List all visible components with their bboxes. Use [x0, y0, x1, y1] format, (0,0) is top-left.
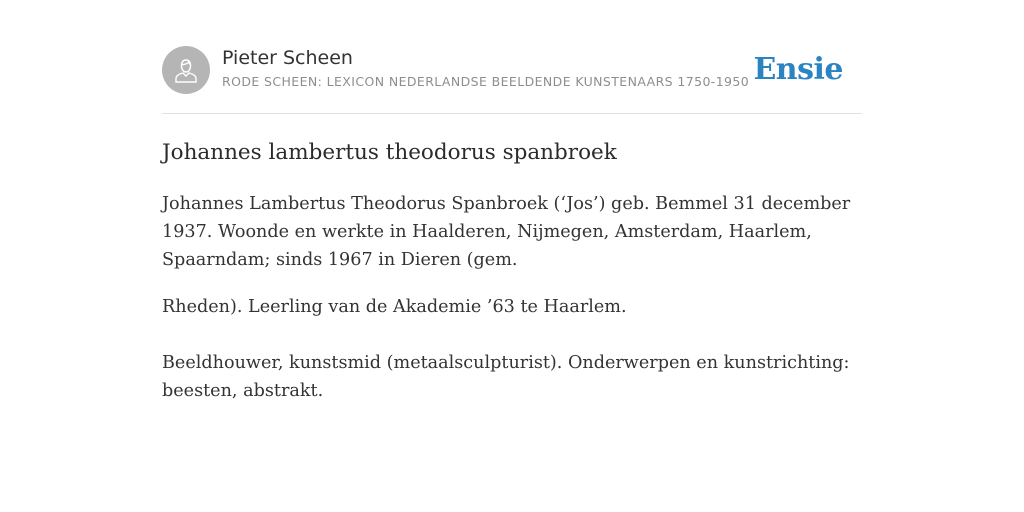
avatar[interactable]	[162, 46, 210, 94]
source-label[interactable]: RODE SCHEEN: LEXICON NEDERLANDSE BEELDENDE KUNSTENAARS 1750-1950	[222, 74, 750, 89]
article-paragraph: Beeldhouwer, kunstsmid (metaalsculpturist). Onderwerpen en kunstrichting: beesten, abstrakt.	[162, 353, 850, 401]
article-title: Johannes lambertus theodorus spanbroek	[162, 140, 617, 165]
author-name[interactable]: Pieter Scheen	[222, 47, 353, 69]
divider	[162, 113, 862, 114]
user-icon	[171, 55, 201, 85]
article-header	[162, 46, 862, 96]
article-paragraph: Rheden). Leerling van de Akademie ’63 te Haarlem.	[162, 297, 627, 317]
ensie-logo[interactable]: Ensie	[753, 52, 843, 87]
article-paragraph: Johannes Lambertus Theodorus Spanbroek (‘Jos’) geb. Bemmel 31 december 1937. Woonde en werkte in Haalderen, Nijmegen, Amsterdam, Haarlem, Spaarndam; sinds 1967 in Dieren (gem.	[162, 194, 851, 270]
